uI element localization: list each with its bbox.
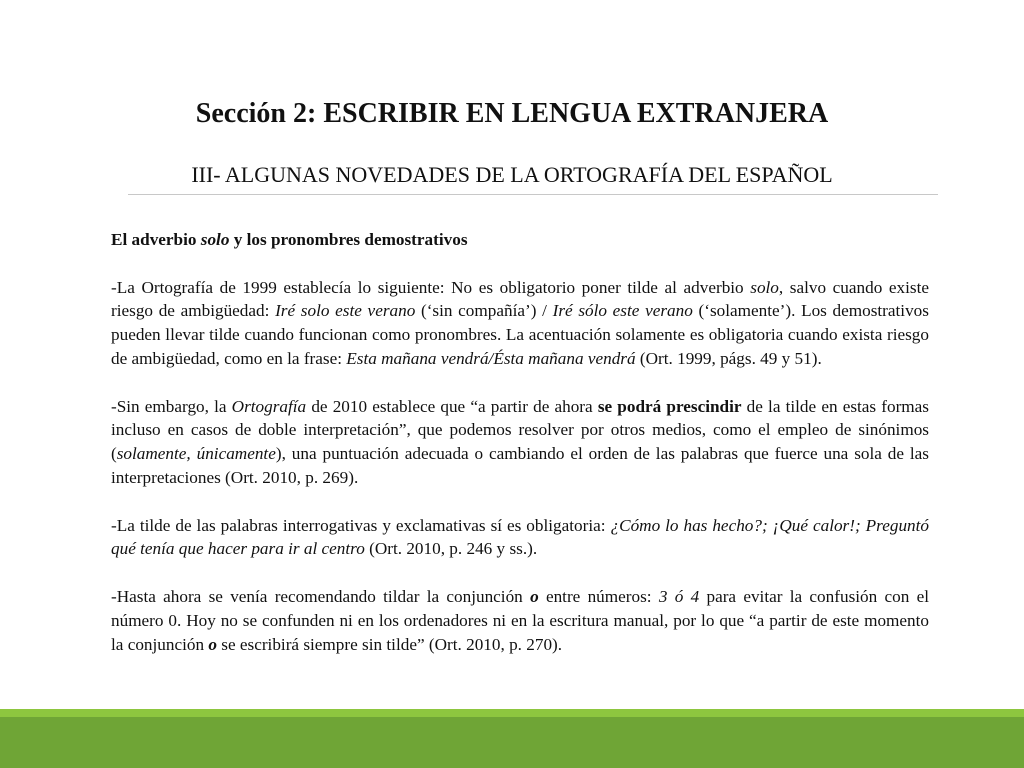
heading-text: El adverbio: [111, 230, 201, 249]
text-run: (‘solamente’). Los demostrativos pueden llevar tilde cuando funcionan como pronombres. La acentuación solamente es obligatoria cuando exista riesgo de ambigüedad, como en la frase:: [111, 301, 929, 368]
slide-body: [111, 228, 929, 680]
italic-run: Esta mañana vendrá/Ésta mañana vendrá: [346, 348, 636, 368]
bold-run: se podrá prescindir: [597, 396, 742, 416]
italic-run: Iré sólo este verano: [552, 301, 693, 321]
text-run: entre números:: [538, 586, 659, 606]
text-run: -Hasta ahora se venía recomendando tildar la conjunción: [111, 586, 531, 606]
paragraph-interrogatives: [111, 514, 929, 562]
text-run: de la tilde en estas formas incluso en casos de doble interpretación”, que podemos resolver por otros medios, como el empleo de sinónimos (: [111, 396, 929, 464]
text-run: -La Ortografía de 1999 establecía lo siguiente: No es obligatorio poner tilde al adverbio: [111, 277, 751, 297]
paragraph-2010-rule: [111, 395, 929, 490]
bold-italic-run-inner: o: [530, 586, 539, 606]
bold-italic-run: [208, 635, 217, 654]
heading-italic: solo: [200, 230, 230, 249]
italic-run: ¿Cómo lo has hecho?; ¡Qué calor!; Preguntó qué tenía que hacer para ir al centro: [111, 515, 929, 559]
text-run: , salvo cuando existe riesgo de ambigüedad:: [111, 277, 929, 321]
italic-run: solamente, únicamente: [116, 444, 276, 464]
heading-text: y los pronombres demostrativos: [229, 230, 468, 249]
text-run: -La tilde de las palabras interrogativas y exclamativas sí es obligatoria:: [111, 515, 611, 535]
text-run: se escribirá siempre sin tilde” (Ort. 2010, p. 270).: [216, 634, 563, 654]
bold-italic-run-inner: o: [208, 634, 217, 654]
italic-run: Ortografía: [231, 396, 307, 416]
footer-bar-dark: [0, 717, 1024, 768]
footer-bar-light: [0, 709, 1024, 717]
text-run: de 2010 establece que “a partir de ahora: [306, 396, 598, 416]
section-title: Sección 2: ESCRIBIR EN LENGUA EXTRANJERA: [195, 98, 829, 129]
bold-italic-run: [530, 587, 539, 606]
section-subtitle: III- ALGUNAS NOVEDADES DE LA ORTOGRAFÍA DEL ESPAÑOL: [191, 162, 833, 187]
divider-rule: [128, 194, 938, 195]
italic-run: Iré solo este verano: [275, 301, 416, 321]
italic-run: 3 ó 4: [658, 586, 700, 606]
paragraph-conjunction-o: [111, 585, 929, 656]
text-run: (‘sin compañía’) /: [415, 301, 553, 321]
paragraph-1999-rule: [111, 276, 929, 371]
text-run: -Sin embargo, la: [111, 396, 232, 416]
topic-heading: [111, 228, 929, 252]
italic-run: solo: [750, 277, 779, 297]
text-run: (Ort. 1999, págs. 49 y 51).: [635, 348, 822, 368]
text-run: para evitar la confusión con el número 0. Hoy no se confunden ni en los ordenadores ni en la escritura manual, por lo que “a partir de este momento la conjunción: [111, 586, 930, 654]
text-run: ), una puntuación adecuada o cambiando el orden de las palabras que fuerce una sola de las interpretaciones (Ort. 2010, p. 269).: [111, 444, 929, 487]
text-run: (Ort. 2010, p. 246 y ss.).: [364, 539, 538, 559]
